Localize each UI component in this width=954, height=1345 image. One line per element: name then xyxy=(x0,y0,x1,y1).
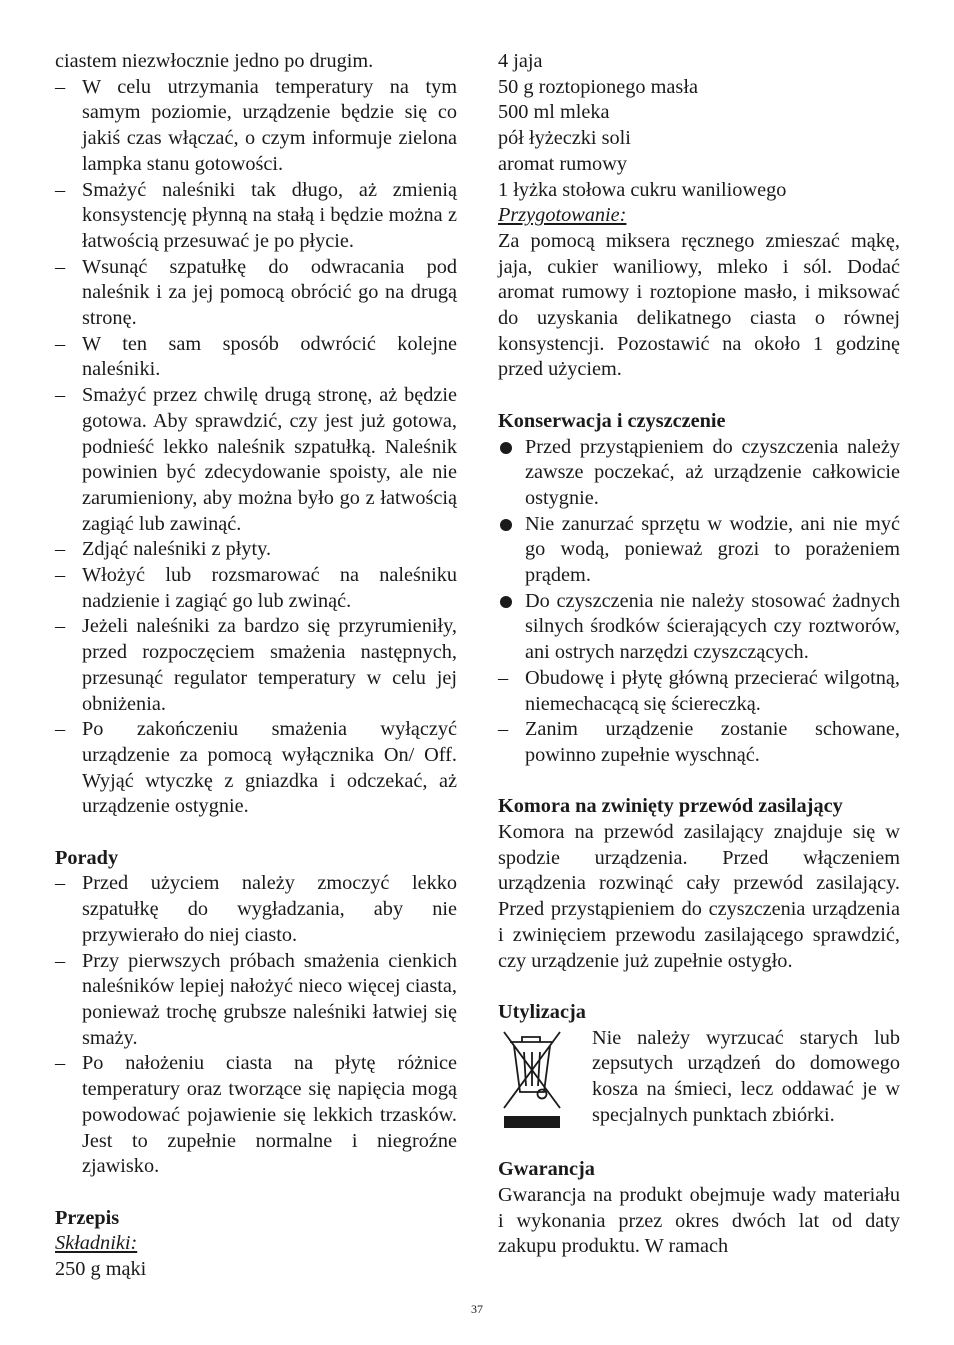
ingredient-item: pół łyżeczki soli xyxy=(498,127,631,150)
tip-item: – Przed użyciem należy zmoczyć lekko szpatułkę do wygładzania, aby nie przywierało do niej ciasto. xyxy=(55,871,457,948)
page-number: 37 xyxy=(471,1302,483,1316)
step-item: – Smażyć przez chwilę drugą stronę, aż będzie gotowa. Aby sprawdzić, czy jest już gotowa, podnieść lekko naleśnik szpatułką. Naleśnik powinien być zdecydowanie spoisty, ale nie zarumieniony, aby można było go z łatwością zagiąć lub zawinąć. xyxy=(55,383,457,537)
right-column xyxy=(498,49,900,1260)
ingredient-item: 50 g roztopionego masła xyxy=(498,75,698,98)
intro-continuation: ciastem niezwłocznie jedno po drugim. xyxy=(55,50,374,72)
disposal-text: Nie należy wyrzucać starych lub zepsutych urządzeń do domowego kosza na śmieci, lecz oddawać je w specjalnych punktach zbiórki. xyxy=(592,1026,900,1126)
section-heading-przepis: Przepis xyxy=(55,1206,120,1229)
step-item: – Zdjąć naleśniki z płyty. xyxy=(55,537,457,563)
cleaning-dash-item: – Obudowę i płytę główną przecierać wilgotną, niemechacącą się ściereczką. xyxy=(498,666,900,717)
ingredient-item: 4 jaja xyxy=(498,50,543,72)
disposal-block xyxy=(498,1026,900,1132)
left-column xyxy=(55,49,457,1283)
step-item: – Wsunąć szpatułkę do odwracania pod naleśnik i za jej pomocą obrócić go na drugą stronę. xyxy=(55,255,457,332)
crossed-out-wheelie-bin-icon xyxy=(498,1028,566,1132)
ingredient-item: 250 g mąki xyxy=(55,1258,147,1281)
cleaning-dash-item: – Zanim urządzenie zostanie schowane, powinno zupełnie wyschnąć. xyxy=(498,717,900,768)
ingredient-item: aromat rumowy xyxy=(498,152,627,175)
warranty-text: Gwarancja na produkt obejmuje wady materiału i wykonania przez okres dwóch lat od daty zakupu produktu. W ramach xyxy=(498,1184,900,1258)
step-item: – W celu utrzymania temperatury na tym samym poziomie, urządzenie będzie się co jakiś czas włączać, o czym informuje zielona lampka stanu gotowości. xyxy=(55,75,457,178)
section-heading-cleaning: Konserwacja i czyszczenie xyxy=(498,409,726,432)
preparation-subheading: Przygotowanie: xyxy=(498,204,627,227)
step-item: – W ten sam sposób odwrócić kolejne naleśniki. xyxy=(55,332,457,383)
section-heading-warranty: Gwarancja xyxy=(498,1158,595,1181)
preparation-text: Za pomocą miksera ręcznego zmieszać mąkę, jaja, cukier waniliowy, mleko i sól. Dodać aromat rumowy i roztopione masło, i miksować do uzyskania delikatnego ciasta o równej konsystencji. Pozostawić na około 1 godzinę przed użyciem. xyxy=(498,229,900,381)
ingredients-subheading: Składniki: xyxy=(55,1232,138,1255)
cleaning-bullet-item: Do czyszczenia nie należy stosować żadnych silnych środków ścierających czy roztworów, ani ostrych narzędzi czyszczących. xyxy=(498,589,900,666)
step-item: – Smażyć naleśniki tak długo, aż zmienią konsystencję płynną na stałą i będzie można z łatwością przesuwać je po płycie. xyxy=(55,178,457,255)
section-heading-disposal: Utylizacja xyxy=(498,1000,586,1023)
tip-item: – Po nałożeniu ciasta na płytę różnice temperatury oraz tworzące się napięcia mogą powodować pojawienie się lekkich trzasków. Jest to zupełnie normalne i niegroźne zjawisko. xyxy=(55,1051,457,1180)
ingredient-item: 1 łyżka stołowa cukru waniliowego xyxy=(498,178,787,201)
cleaning-bullet-item: Przed przystąpieniem do czyszczenia należy zawsze poczekać, aż urządzenie całkowicie ostygnie. xyxy=(498,435,900,512)
section-heading-porady: Porady xyxy=(55,846,119,869)
cord-text: Komora na przewód zasilający znajduje się w spodzie urządzenia. Przed włączeniem urządzenia rozwinąć cały przewód zasilający. Przed przystąpieniem do czyszczenia urządzenia i zwinięciem przewodu zasilającego sprawdzić, czy urządzenie już zupełnie ostygło. xyxy=(498,821,900,972)
step-item: – Jeżeli naleśniki za bardzo się przyrumieniły, przed rozpoczęciem smażenia następnych, przesunąć regulator temperatury w celu jej obniżenia. xyxy=(55,614,457,717)
cleaning-bullet-item: Nie zanurzać sprzętu w wodzie, ani nie myć go wodą, ponieważ grozi to porażeniem prądem. xyxy=(498,512,900,589)
section-heading-cord: Komora na zwinięty przewód zasilający xyxy=(498,795,843,818)
step-item: – Włożyć lub rozsmarować na naleśniku nadzienie i zagiąć go lub zwinąć. xyxy=(55,563,457,614)
ingredient-item: 500 ml mleka xyxy=(498,101,610,124)
step-item: – Po zakończeniu smażenia wyłączyć urządzenie za pomocą wyłącznika On/ Off. Wyjąć wtyczkę z gniazdka i odczekać, aż urządzenie ostygnie. xyxy=(55,717,457,820)
tip-item: – Przy pierwszych próbach smażenia cienkich naleśników lepiej nałożyć nieco więcej ciasta, ponieważ trochę grubsze naleśniki łatwiej się smaży. xyxy=(55,949,457,1052)
